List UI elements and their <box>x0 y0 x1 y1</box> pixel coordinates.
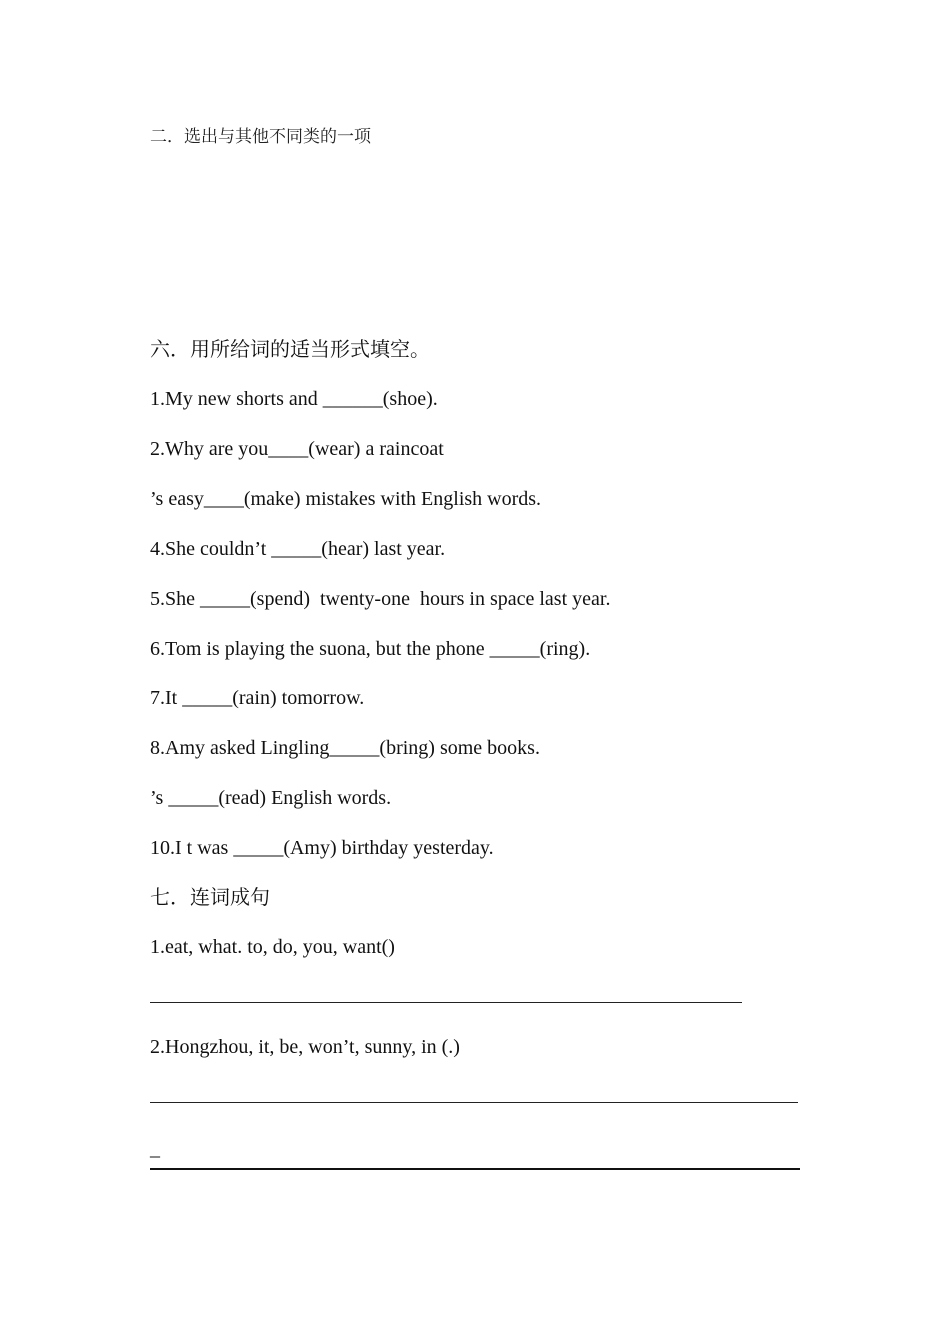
sentence-item-1: 1.eat, what. to, do, you, want() <box>150 936 395 958</box>
fill-item-2: 2.Why are you____(wear) a raincoat <box>150 438 444 460</box>
answer-line-stub: _ <box>150 1138 160 1160</box>
fill-item-4: 4.She couldn’t _____(hear) last year. <box>150 538 446 560</box>
section-7-heading: 七．连词成句 <box>150 885 270 909</box>
bottom-rule <box>150 1168 800 1170</box>
fill-item-7: 7.It _____(rain) tomorrow. <box>150 687 365 709</box>
answer-line-1[interactable] <box>150 1002 742 1003</box>
section-6-heading: 六．用所给词的适当形式填空。 <box>150 337 430 361</box>
section-2-heading: 二．选出与其他不同类的一项 <box>150 127 371 147</box>
fill-item-10: 10.I t was _____(Amy) birthday yesterday. <box>150 837 494 859</box>
fill-item-8: 8.Amy asked Lingling_____(bring) some books. <box>150 737 540 759</box>
fill-item-5: 5.She _____(spend) twenty-one hours in space last year. <box>150 588 611 610</box>
fill-item-9: ’s _____(read) English words. <box>150 787 392 809</box>
fill-item-3: ’s easy____(make) mistakes with English words. <box>150 488 542 510</box>
fill-item-6: 6.Tom is playing the suona, but the phone _____(ring). <box>150 638 591 660</box>
answer-line-2[interactable] <box>150 1102 798 1103</box>
sentence-item-2: 2.Hongzhou, it, be, won’t, sunny, in (.) <box>150 1036 460 1058</box>
fill-item-1: 1.My new shorts and ______(shoe). <box>150 388 438 410</box>
